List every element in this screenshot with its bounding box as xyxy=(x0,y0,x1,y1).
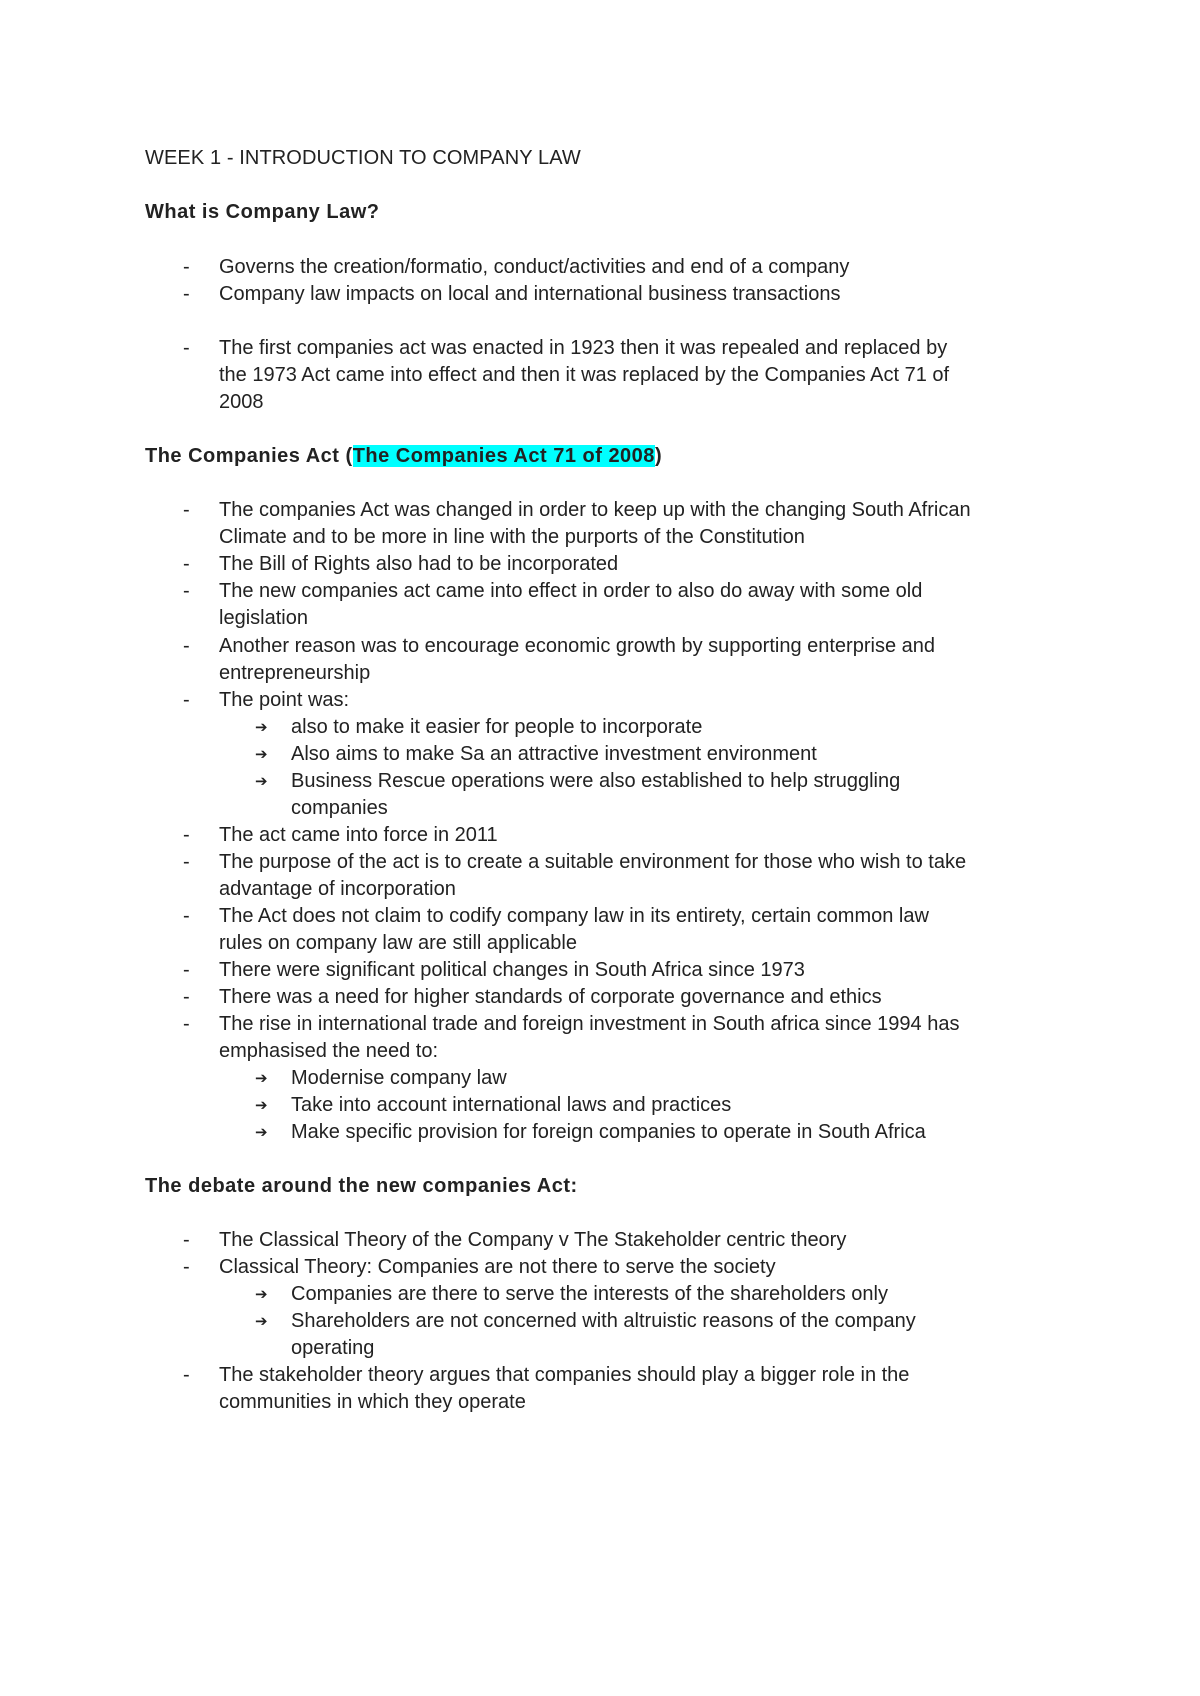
sub-list-item: Also aims to make Sa an attractive investment environment xyxy=(291,743,817,765)
sub-list-item: Companies are there to serve the interests of the shareholders only xyxy=(291,1283,888,1305)
arrow-bullet-icon: ➔ xyxy=(255,719,268,736)
list-item: The companies Act was changed in order to keep up with the changing South African xyxy=(219,499,971,521)
arrow-bullet-icon: ➔ xyxy=(255,1070,268,1087)
list-item-continuation: advantage of incorporation xyxy=(219,878,456,900)
arrow-bullet-icon: ➔ xyxy=(255,1124,268,1141)
sub-list-item: Take into account international laws and practices xyxy=(291,1094,732,1116)
highlighted-act-name: The Companies Act 71 of 2008 xyxy=(352,445,655,467)
list-item-continuation: 2008 xyxy=(219,391,264,413)
arrow-bullet-icon: ➔ xyxy=(255,746,268,763)
arrow-bullet-icon: ➔ xyxy=(255,1097,268,1114)
sub-list-item: Make specific provision for foreign companies to operate in South Africa xyxy=(291,1121,926,1143)
section-heading-company-law: What is Company Law? xyxy=(145,201,380,223)
list-item: The stakeholder theory argues that companies should play a bigger role in the xyxy=(219,1364,910,1386)
bullet-dash: - xyxy=(183,553,190,575)
list-item-continuation: the 1973 Act came into effect and then it was replaced by the Companies Act 71 of xyxy=(219,364,950,386)
list-item-continuation: rules on company law are still applicable xyxy=(219,932,577,954)
arrow-bullet-icon: ➔ xyxy=(255,773,268,790)
list-item-continuation: Climate and to be more in line with the purports of the Constitution xyxy=(219,526,805,548)
bullet-dash: - xyxy=(183,1364,190,1386)
bullet-dash: - xyxy=(183,1229,190,1251)
bullet-dash: - xyxy=(183,635,190,657)
bullet-dash: - xyxy=(183,256,190,278)
list-item: The act came into force in 2011 xyxy=(219,824,498,846)
list-item-continuation: legislation xyxy=(219,607,308,629)
bullet-dash: - xyxy=(183,986,190,1008)
list-item: The first companies act was enacted in 1923 then it was repealed and replaced by xyxy=(219,337,948,359)
list-item: There was a need for higher standards of corporate governance and ethics xyxy=(219,986,882,1008)
list-item: The Classical Theory of the Company v The Stakeholder centric theory xyxy=(219,1229,847,1251)
arrow-bullet-icon: ➔ xyxy=(255,1313,268,1330)
bullet-dash: - xyxy=(183,580,190,602)
sub-list-item: Business Rescue operations were also established to help struggling xyxy=(291,770,901,792)
bullet-dash: - xyxy=(183,1013,190,1035)
page-title: WEEK 1 - INTRODUCTION TO COMPANY LAW xyxy=(145,147,581,169)
bullet-dash: - xyxy=(183,689,190,711)
sub-list-item: also to make it easier for people to incorporate xyxy=(291,716,703,738)
bullet-dash: - xyxy=(183,905,190,927)
sub-list-item: Shareholders are not concerned with altruistic reasons of the company xyxy=(291,1310,916,1332)
bullet-dash: - xyxy=(183,499,190,521)
list-item: Another reason was to encourage economic growth by supporting enterprise and xyxy=(219,635,935,657)
bullet-dash: - xyxy=(183,959,190,981)
list-item: The rise in international trade and foreign investment in South africa since 1994 has xyxy=(219,1013,960,1035)
section-heading-debate: The debate around the new companies Act: xyxy=(145,1175,578,1197)
bullet-dash: - xyxy=(183,824,190,846)
list-item: Classical Theory: Companies are not there to serve the society xyxy=(219,1256,776,1278)
list-item: The Act does not claim to codify company law in its entirety, certain common law xyxy=(219,905,929,927)
sub-list-item-continuation: companies xyxy=(291,797,388,819)
heading-prefix: The Companies Act ( xyxy=(145,445,353,467)
bullet-dash: - xyxy=(183,283,190,305)
heading-suffix: ) xyxy=(654,445,663,467)
list-item-continuation: communities in which they operate xyxy=(219,1391,526,1413)
list-item-continuation: emphasised the need to: xyxy=(219,1040,439,1062)
list-item: There were significant political changes in South Africa since 1973 xyxy=(219,959,805,981)
section-heading-companies-act xyxy=(145,442,662,471)
bullet-dash: - xyxy=(183,851,190,873)
list-item: The new companies act came into effect in order to also do away with some old xyxy=(219,580,923,602)
list-item-continuation: entrepreneurship xyxy=(219,662,371,684)
list-item: The Bill of Rights also had to be incorporated xyxy=(219,553,619,575)
list-item: The purpose of the act is to create a suitable environment for those who wish to take xyxy=(219,851,967,873)
sub-list-item: Modernise company law xyxy=(291,1067,507,1089)
arrow-bullet-icon: ➔ xyxy=(255,1286,268,1303)
list-item: Governs the creation/formatio, conduct/activities and end of a company xyxy=(219,256,850,278)
sub-list-item-continuation: operating xyxy=(291,1337,375,1359)
list-item: The point was: xyxy=(219,689,350,711)
bullet-dash: - xyxy=(183,1256,190,1278)
bullet-dash: - xyxy=(183,337,190,359)
list-item: Company law impacts on local and international business transactions xyxy=(219,283,841,305)
